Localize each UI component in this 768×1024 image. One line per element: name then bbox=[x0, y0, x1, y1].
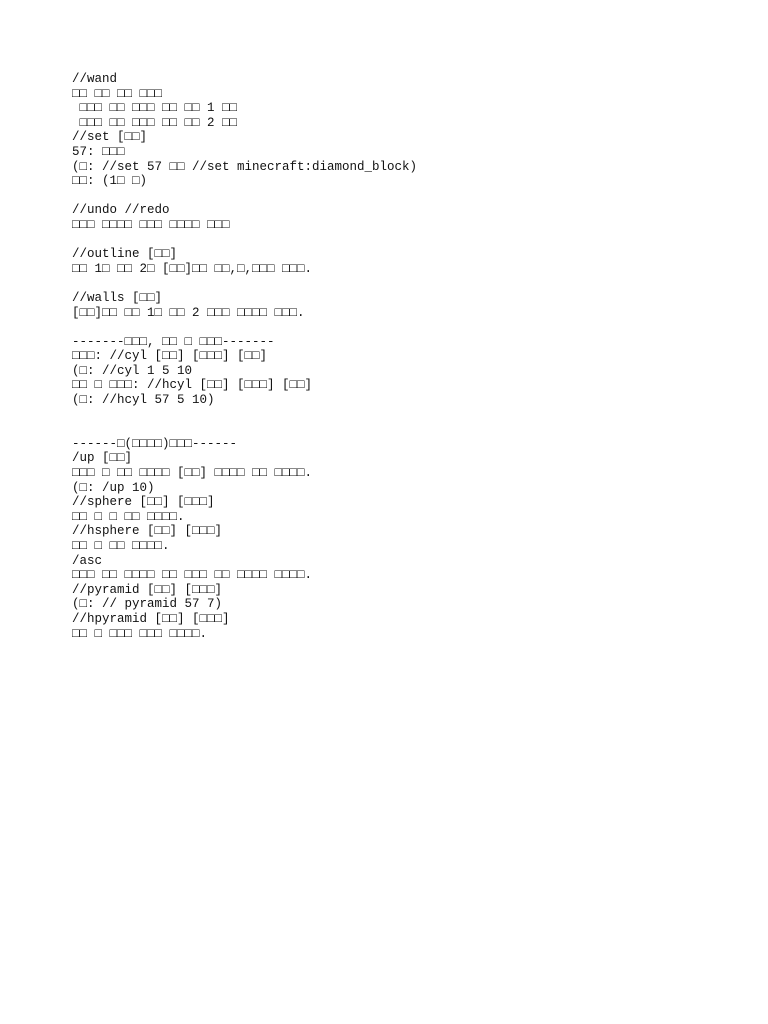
text-line: □□: (1□ □) bbox=[72, 174, 148, 189]
text-lines bbox=[72, 72, 712, 641]
text-line: 57: □□□ bbox=[72, 144, 125, 159]
text-line: //hpyramid [□□] [□□□] bbox=[72, 611, 230, 626]
text-line: //set [□□] bbox=[72, 130, 148, 145]
text-line: -------□□□, □□ □ □□□------- bbox=[72, 334, 275, 349]
text-line: //pyramid [□□] [□□□] bbox=[72, 582, 223, 597]
text-line: /up [□□] bbox=[72, 451, 133, 466]
blank-line bbox=[72, 189, 712, 204]
text-line: □□□ □□ □□□ □□ □□ 2 □□ bbox=[72, 115, 238, 130]
text-line: //undo //redo bbox=[72, 203, 170, 218]
text-line: (□: /up 10) bbox=[72, 480, 155, 495]
blank-line bbox=[72, 422, 712, 437]
text-line: □□ □ □□ □□□□. bbox=[72, 539, 170, 553]
text-line: (□: //set 57 □□ //set minecraft:diamond_block) bbox=[72, 159, 418, 174]
blank-line bbox=[72, 276, 712, 291]
text-line: //sphere [□□] [□□□] bbox=[72, 495, 215, 510]
text-line: [□□]□□ □□ 1□ □□ 2 □□□ □□□□ □□□. bbox=[72, 305, 305, 320]
text-line: □□ □□ □□ □□□ bbox=[72, 86, 163, 101]
text-line: //outline [□□] bbox=[72, 247, 178, 262]
text-line: □□□ □□□□ □□□ □□□□ □□□ bbox=[72, 217, 230, 232]
text-line: //hsphere [□□] [□□□] bbox=[72, 524, 223, 539]
blank-line bbox=[72, 320, 712, 335]
text-line: □□□ □ □□ □□□□ [□□] □□□□ □□ □□□□. bbox=[72, 466, 313, 481]
blank-line bbox=[72, 408, 712, 423]
text-line: (□: //cyl 1 5 10 bbox=[72, 363, 193, 378]
text-line: /asc bbox=[72, 553, 103, 568]
text-line: □□ □ □ □□ □□□□. bbox=[72, 509, 185, 524]
text-line: //walls [□□] bbox=[72, 290, 163, 305]
text-line: □□□ □□ □□□ □□ □□ 1 □□ bbox=[72, 101, 238, 116]
blank-line bbox=[72, 233, 712, 248]
document-body bbox=[72, 72, 712, 641]
text-line: □□□: //cyl [□□] [□□□] [□□] bbox=[72, 349, 268, 364]
text-line: (□: //hcyl 57 5 10) bbox=[72, 393, 215, 408]
text-line: □□□ □□ □□□□ □□ □□□ □□ □□□□ □□□□. bbox=[72, 568, 313, 583]
text-line: (□: // pyramid 57 7) bbox=[72, 597, 223, 612]
text-line: //wand bbox=[72, 72, 118, 86]
text-line: □□ □ □□□: //hcyl [□□] [□□□] [□□] bbox=[72, 378, 313, 393]
text-line: ------□(□□□□)□□□------ bbox=[72, 436, 238, 451]
text-line: □□ □ □□□ □□□ □□□□. bbox=[72, 626, 208, 641]
text-line: □□ 1□ □□ 2□ [□□]□□ □□,□,□□□ □□□. bbox=[72, 261, 313, 276]
